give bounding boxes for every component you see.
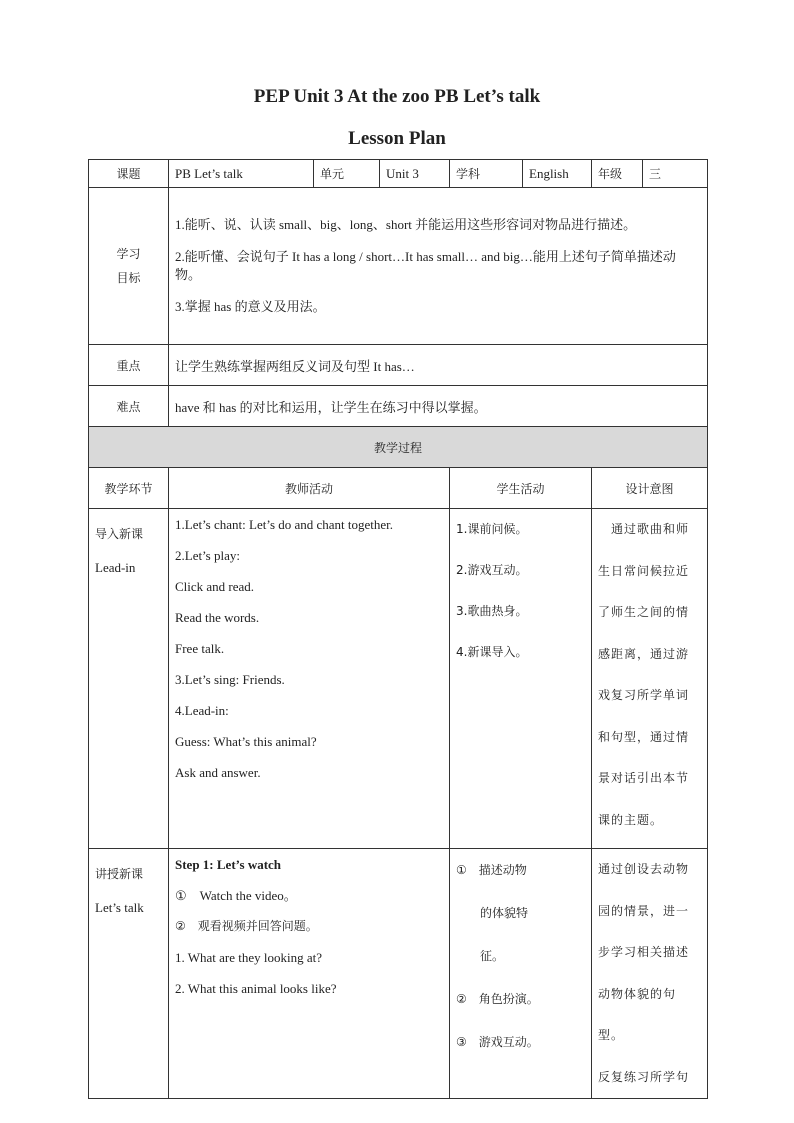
stage-cell — [89, 849, 169, 1099]
goal-item: 2.能听懂、会说句子 It has a long / short…It has small… and big…能用上述句子简单描述动物。 — [175, 249, 676, 282]
student-activity-line: 3.歌曲热身。 — [456, 604, 528, 618]
key-point-row — [89, 345, 708, 386]
process-heading-row — [89, 427, 708, 468]
design-intent-line: 了师生之间的情 — [598, 605, 690, 619]
teacher-activity-line: Read the words. — [175, 610, 260, 625]
difficulty-row — [89, 386, 708, 427]
difficulty-label: 难点 — [89, 386, 169, 427]
stage-name-cn: 导入新课 — [95, 527, 144, 541]
teacher-activity-line: ① Watch the video。 — [175, 888, 297, 903]
student-activity-line: 的体貌特 — [456, 906, 529, 920]
stage-name-cn: 讲授新课 — [95, 867, 144, 881]
teacher-activity-line: 3.Let’s sing: Friends. — [175, 672, 285, 687]
topic-label: 课题 — [89, 160, 169, 188]
student-activity-cell — [450, 849, 592, 1099]
design-intent-line: 景对话引出本节 — [598, 771, 690, 785]
teacher-activity-cell — [169, 849, 450, 1099]
col-stage: 教学环节 — [89, 468, 169, 509]
stage-name-en: Let’s talk — [95, 900, 144, 915]
goals-label: 学习 目标 — [89, 188, 169, 345]
design-intent-line: 通过歌曲和师 — [598, 522, 690, 536]
process-heading: 教学过程 — [89, 427, 708, 468]
goal-item: 1.能听、说、认读 small、big、long、short 并能运用这些形容词对物品进行描述。 — [175, 217, 637, 232]
student-activity-line: ③ 游戏互动。 — [456, 1035, 539, 1049]
key-point-value: 让学生熟练掌握两组反义词及句型 It has… — [169, 345, 708, 386]
step-heading: Step 1: Let’s watch — [175, 857, 282, 872]
teacher-activity-line: 2.Let’s play: — [175, 548, 240, 563]
teacher-activity-line: Guess: What’s this animal? — [175, 734, 317, 749]
student-activity-line: 1.课前问候。 — [456, 522, 528, 536]
stage-cell — [89, 509, 169, 849]
teacher-activity-line: Free talk. — [175, 641, 225, 656]
col-design: 设计意图 — [592, 468, 708, 509]
key-point-label: 重点 — [89, 345, 169, 386]
topic-value: PB Let’s talk — [169, 160, 314, 188]
difficulty-value: have 和 has 的对比和运用，让学生在练习中得以掌握。 — [169, 386, 708, 427]
teacher-activity-line: ② 观看视频并回答问题。 — [175, 919, 318, 933]
teacher-activity-line: Ask and answer. — [175, 765, 261, 780]
col-teacher: 教师活动 — [169, 468, 450, 509]
design-intent-line: 步学习相关描述 — [598, 945, 690, 959]
subject-value: English — [523, 160, 592, 188]
stage-row-talk — [89, 849, 708, 1099]
design-intent-line: 生日常问候拉近 — [598, 563, 690, 578]
lesson-plan-table — [88, 159, 708, 1099]
design-intent-cell — [592, 509, 708, 849]
unit-value: Unit 3 — [380, 160, 450, 188]
unit-label: 单元 — [314, 160, 380, 188]
design-intent-line: 园的情景，进一 — [598, 903, 690, 918]
design-intent-line: 动物体貌的句型。 — [598, 986, 677, 1042]
col-student: 学生活动 — [450, 468, 592, 509]
student-activity-line: 2.游戏互动。 — [456, 563, 528, 577]
subject-label: 学科 — [450, 160, 523, 188]
design-intent-line: 通过创设去动物 — [598, 862, 690, 876]
goals-content — [169, 188, 708, 345]
document-subtitle: Lesson Plan — [348, 128, 446, 149]
student-activity-line: 征。 — [456, 949, 505, 963]
process-columns-row — [89, 468, 708, 509]
teacher-activity-line: Click and read. — [175, 579, 255, 594]
teacher-activity-line: 1.Let’s chant: Let’s do and chant together. — [175, 517, 394, 532]
goals-row — [89, 188, 708, 345]
design-intent-line: 感距离，通过游 — [598, 646, 690, 661]
goal-item: 3.掌握 has 的意义及用法。 — [175, 299, 326, 314]
grade-label: 年级 — [592, 160, 643, 188]
stage-name-en: Lead-in — [95, 560, 136, 575]
student-activity-cell — [450, 509, 592, 849]
teacher-activity-line: 1. What are they looking at? — [175, 950, 323, 965]
design-intent-line: 反复练习所学句 — [598, 1069, 690, 1084]
student-activity-line: ① 描述动物 — [456, 863, 527, 877]
teacher-activity-cell — [169, 509, 450, 849]
teacher-activity-line: 4.Lead-in: — [175, 703, 229, 718]
design-intent-cell — [592, 849, 708, 1099]
stage-row-leadin — [89, 509, 708, 849]
teacher-activity-line: 2. What this animal looks like? — [175, 981, 337, 996]
document-title: PEP Unit 3 At the zoo PB Let’s talk — [253, 86, 541, 107]
design-intent-line: 和句型，通过情 — [598, 729, 690, 744]
student-activity-line: ② 角色扮演。 — [456, 992, 539, 1006]
design-intent-line: 戏复习所学单词 — [598, 688, 690, 702]
grade-value: 三 — [643, 160, 708, 188]
header-row — [89, 160, 708, 188]
design-intent-line: 课的主题。 — [598, 812, 664, 827]
student-activity-line: 4.新课导入。 — [456, 645, 528, 659]
